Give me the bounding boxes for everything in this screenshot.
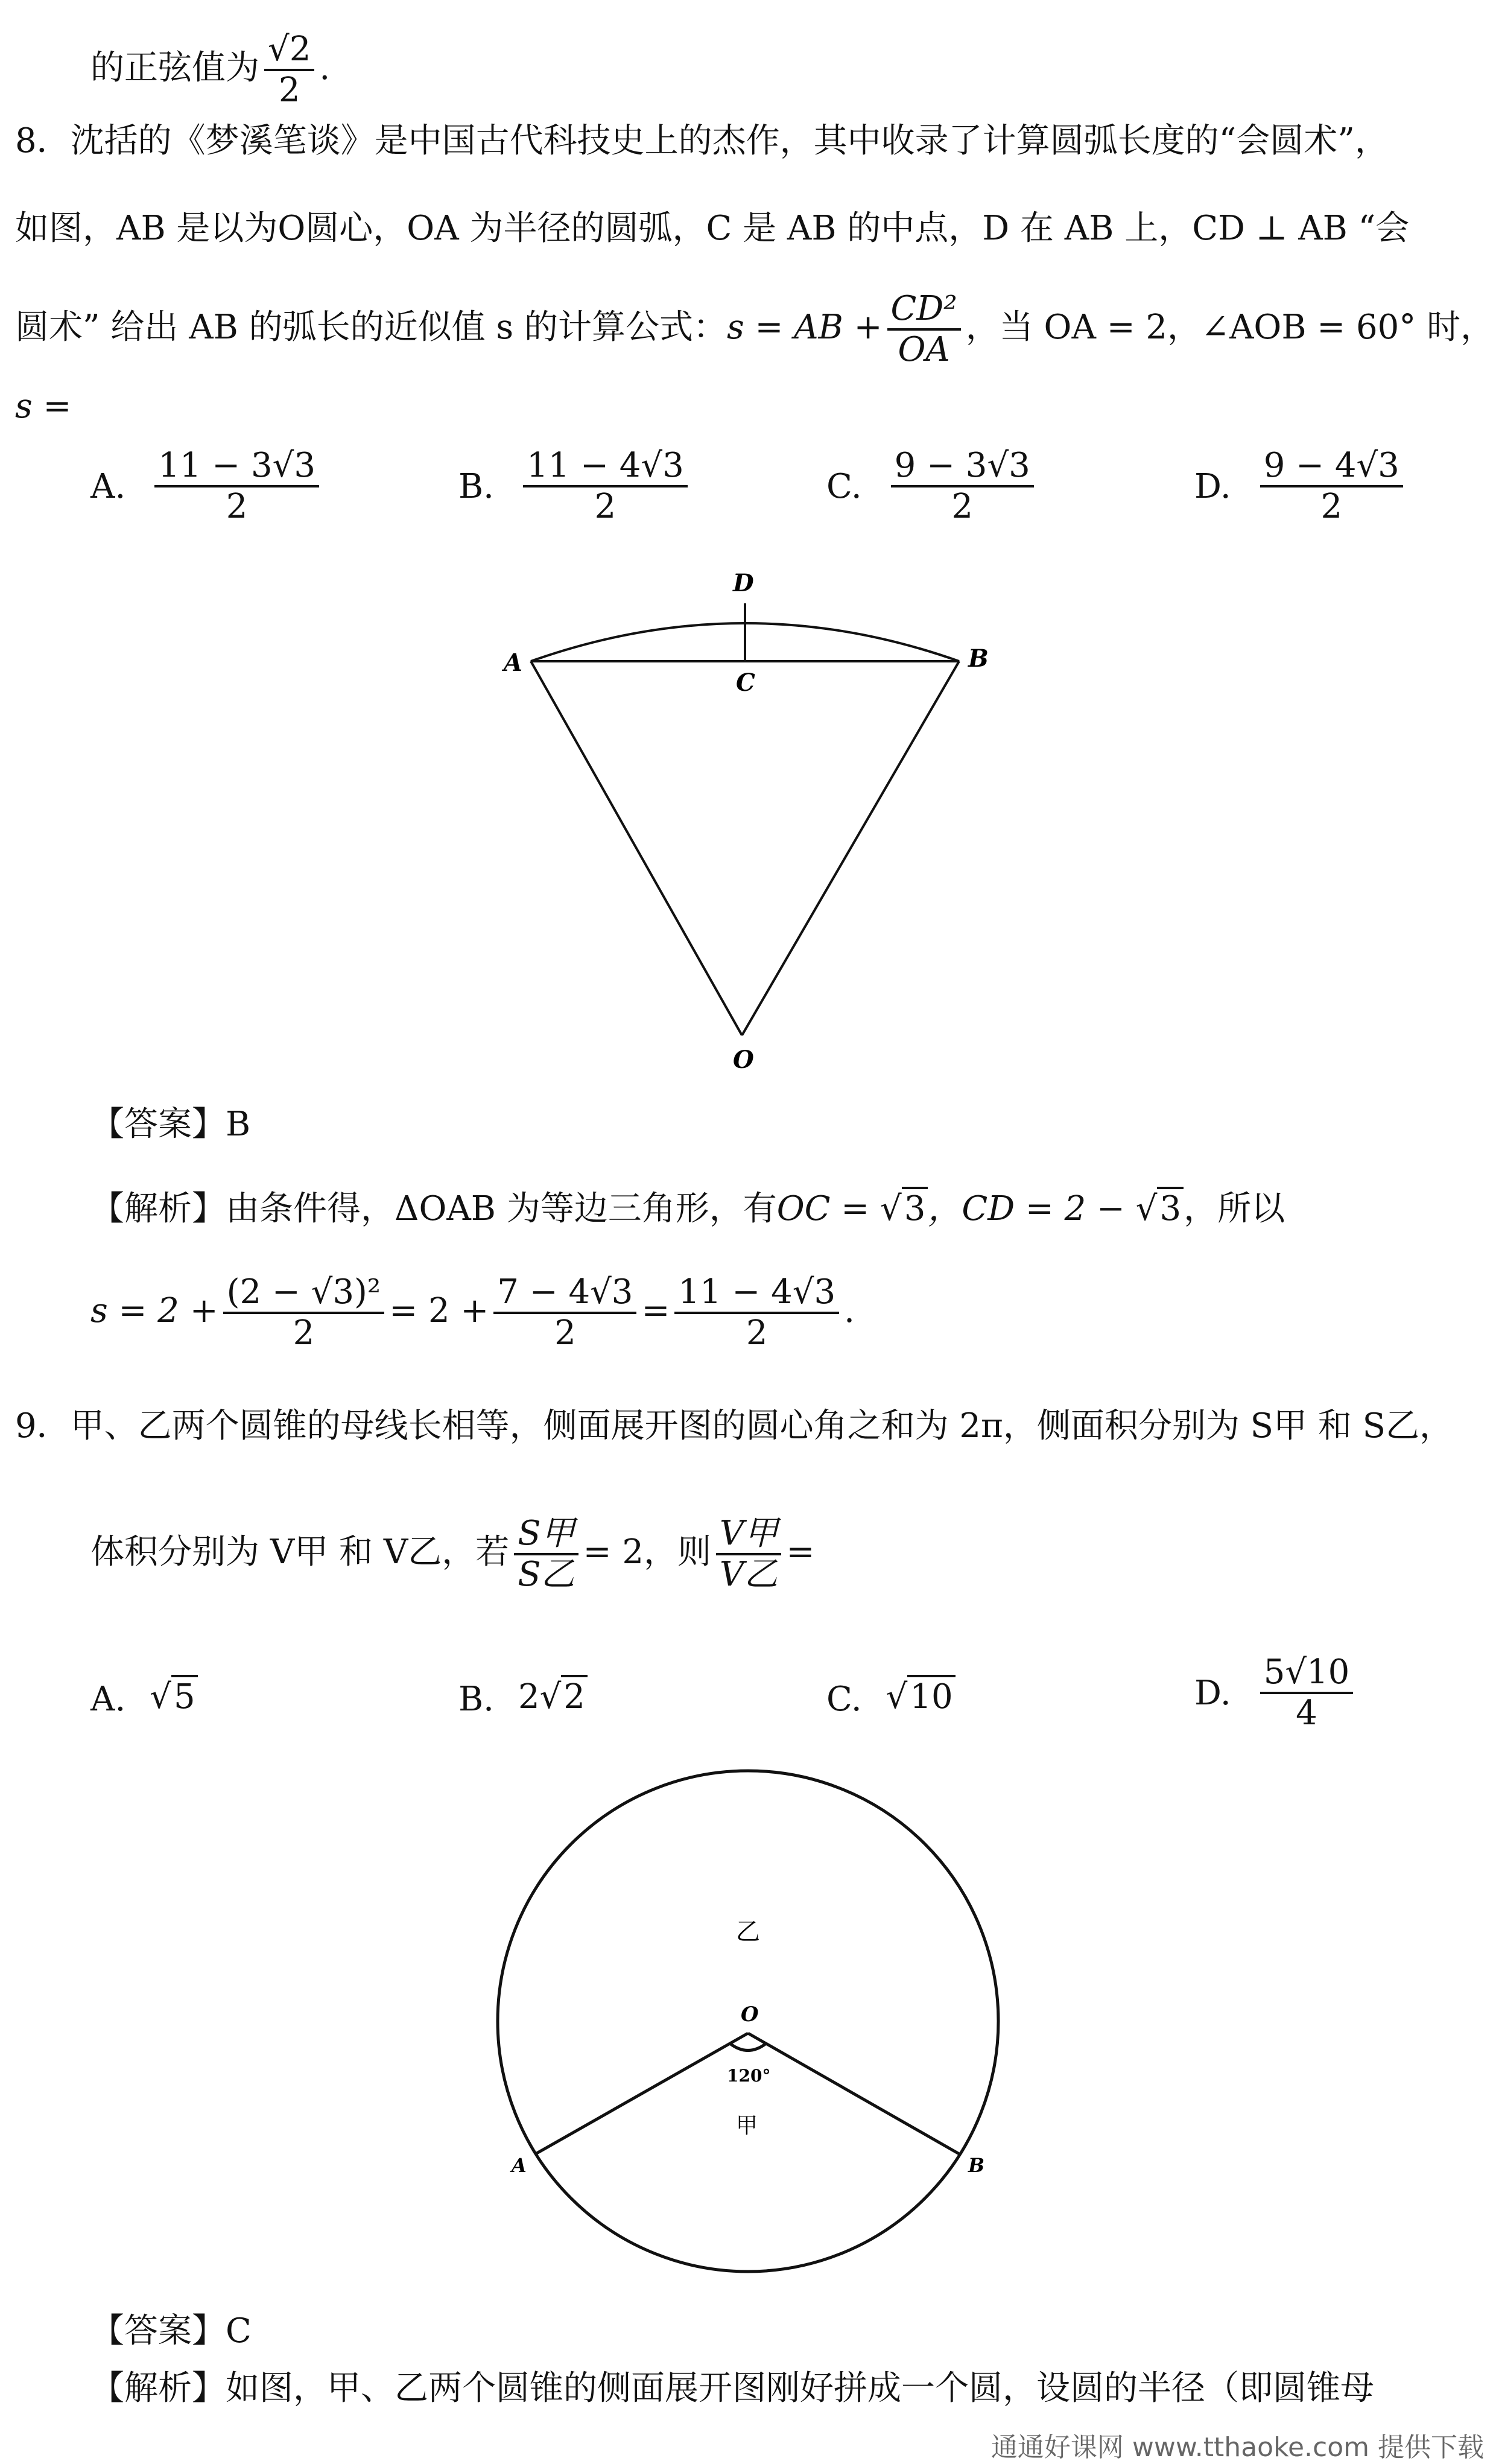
q9-circle-figure — [483, 1762, 1013, 2281]
label-a9: A — [512, 2154, 527, 2177]
q8-answer: 【答案】B — [90, 1105, 251, 1144]
q9-analysis: 【解析】如图，甲、乙两个圆锥的侧面展开图刚好拼成一个圆，设圆的半径（即圆锥母 — [90, 2369, 1374, 2408]
label-b9: B — [968, 2154, 985, 2177]
q9-option-c[interactable]: C. √10 — [826, 1677, 956, 1719]
q8-sector-figure — [471, 567, 1013, 1086]
label-b: B — [968, 644, 989, 673]
label-c: C — [736, 668, 755, 697]
q9-line1: 9．甲、乙两个圆锥的母线长相等，侧面展开图的圆心角之和为 2π，侧面积分别为 S甲 和 S乙， — [15, 1406, 1453, 1446]
watermark-text: 通通好课网 www.tthaoke.com 提供下载 — [990, 2432, 1484, 2463]
q8-analysis: 【解析】由条件得，ΔOAB 为等边三角形，有OC = √3，CD = 2 − √3，所以 — [90, 1189, 1285, 1229]
q8-option-a[interactable]: A. $\frac{11 - 3√3}{2}$ — [90, 446, 324, 527]
q8-option-c[interactable]: C. $\frac{9 - 3√3}{2}$ — [826, 446, 1039, 527]
q8-line3: 圆术” 给出 AB 的弧长的近似值 s 的计算公式：s = AB + $\frac{\text{CD²}}{OA}$ ，当 OA = 2，∠AOB = 60° 时， — [15, 289, 1495, 370]
label-yi: 乙 — [736, 1918, 760, 1946]
radius-ob — [748, 2033, 959, 2154]
segment-ob — [742, 661, 959, 1035]
q9-option-d[interactable]: D. $\frac{5√10}{4}$ — [1194, 1653, 1358, 1733]
label-d: D — [733, 569, 754, 597]
radius-oa — [536, 2033, 748, 2154]
segment-oa — [531, 661, 742, 1035]
label-o: O — [733, 1046, 754, 1074]
q9-line2: 体积分别为 V甲 和 V乙，若 $\frac{\text{S甲}}{\text{S乙}}$ = 2，则 $\frac{\text{V甲}}{\text{V乙}}$ = — [90, 1514, 815, 1595]
label-a: A — [504, 649, 523, 677]
label-o9: O — [741, 2002, 759, 2027]
q9-option-a[interactable]: A. √5 — [90, 1677, 198, 1719]
label-angle: 120° — [727, 2066, 771, 2086]
angle-arc — [730, 2043, 766, 2051]
sqrt2-over-2: $\frac{√2}{2}$ — [264, 30, 314, 110]
q8-line4: s = — [15, 387, 72, 426]
q9-answer: 【答案】C — [90, 2311, 252, 2351]
q8-option-b[interactable]: B. $\frac{11 - 4√3}{2}$ — [458, 446, 693, 527]
q8-calculation: s = 2 + $\frac{\text{(2 − √3)²}}{2}$ = 2 + $\frac{7 - 4√3}{2}$ = $\frac{11 - 4√3}{2}$ . — [90, 1272, 855, 1353]
label-jia: 甲 — [736, 2113, 758, 2138]
prev-answer-line: 的正弦值为 $\frac{√2}{2}$ . — [90, 30, 331, 110]
q9-option-b[interactable]: B. 2√2 — [458, 1677, 588, 1719]
q8-option-d[interactable]: D. $\frac{9 - 4√3}{2}$ — [1194, 446, 1408, 527]
q8-line1: 8．沈括的《梦溪笔谈》是中国古代科技史上的杰作，其中收录了计算圆弧长度的“会圆术”， — [15, 121, 1389, 160]
q8-line2: 如图，AB 是以为O圆心，OA 为半径的圆弧，C 是 AB 的中点，D 在 AB 上，CD ⊥ AB “会 — [15, 209, 1410, 248]
q8-formula-fraction: $\frac{\text{CD²}}{OA}$ — [887, 290, 961, 370]
